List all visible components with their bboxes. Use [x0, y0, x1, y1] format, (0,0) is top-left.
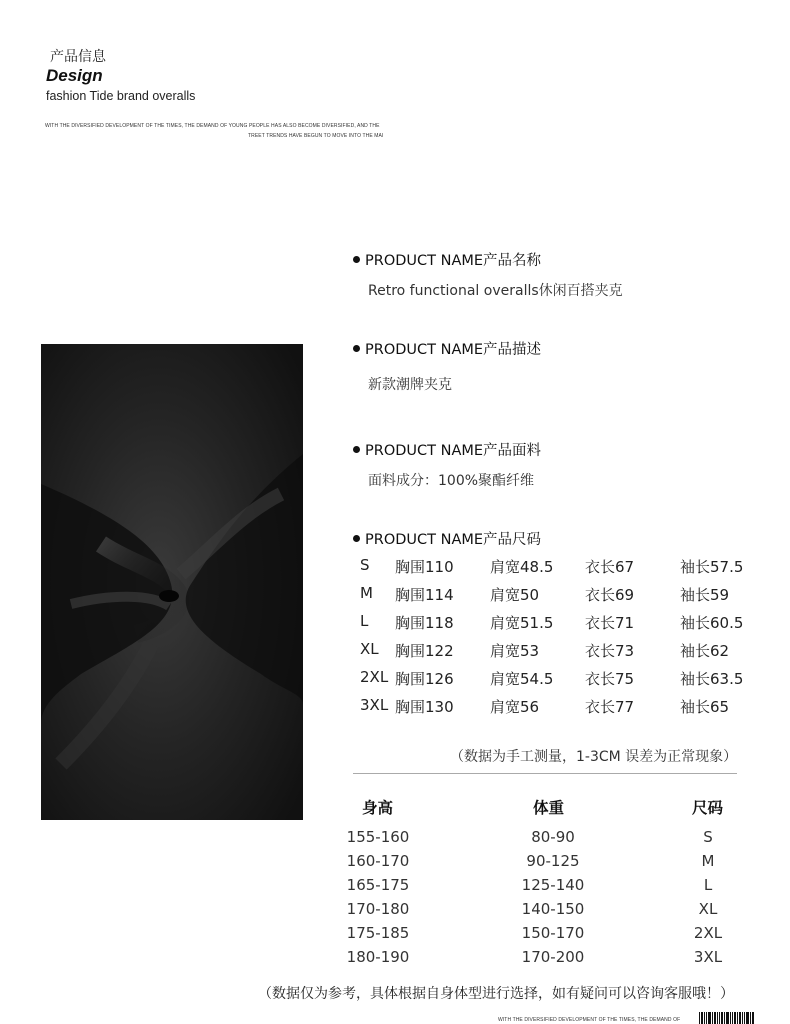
size-header: 尺码 — [692, 799, 724, 817]
shoulder-value: 肩宽56 — [490, 698, 540, 716]
section-title-fabric-text: PRODUCT NAME产品面料 — [365, 443, 542, 459]
sleeve-value: 袖长63.5 — [680, 670, 744, 688]
height-cell: 160-170 — [346, 852, 410, 870]
fabric-swatch-image — [41, 344, 303, 820]
sleeve-value: 袖长57.5 — [680, 558, 744, 576]
footer-fine-print: WITH THE DIVERSIFIED DEVELOPMENT OF THE TIMES, THE DEMAND OF — [498, 1017, 681, 1023]
size-label: S — [360, 556, 370, 574]
size-label: 3XL — [360, 696, 389, 714]
length-value: 衣长75 — [585, 670, 635, 688]
table-row — [330, 828, 760, 852]
divider — [353, 773, 737, 774]
shoulder-value: 肩宽54.5 — [490, 670, 554, 688]
shoulder-value: 肩宽51.5 — [490, 614, 554, 632]
barcode-icon — [699, 1012, 755, 1024]
length-value: 衣长69 — [585, 586, 635, 604]
section-title-description — [353, 338, 541, 359]
shoulder-value: 肩宽48.5 — [490, 558, 554, 576]
chest-value: 胸围126 — [395, 670, 454, 688]
design-heading: Design — [46, 66, 103, 85]
design-subtitle: fashion Tide brand overalls — [46, 89, 196, 103]
product-info-heading: 产品信息 — [50, 49, 106, 65]
section-title-size-text: PRODUCT NAME产品尺码 — [365, 532, 542, 548]
bullet-icon — [353, 256, 360, 263]
size-cell: XL — [698, 900, 718, 918]
section-title-fabric — [353, 439, 541, 460]
length-value: 衣长71 — [585, 614, 635, 632]
weight-cell: 140-150 — [521, 900, 585, 918]
sleeve-value: 袖长62 — [680, 642, 730, 660]
size-cell: 3XL — [693, 948, 723, 966]
height-cell: 165-175 — [346, 876, 410, 894]
table-row — [330, 876, 760, 900]
weight-cell: 170-200 — [521, 948, 585, 966]
bullet-icon — [353, 535, 360, 542]
chest-value: 胸围114 — [395, 586, 454, 604]
sleeve-value: 袖长59 — [680, 586, 730, 604]
chest-value: 胸围122 — [395, 642, 454, 660]
weight-cell: 150-170 — [521, 924, 585, 942]
bullet-icon — [353, 345, 360, 352]
product-name-value: Retro functional overalls休闲百搭夹克 — [368, 283, 623, 299]
weight-cell: 125-140 — [521, 876, 585, 894]
length-value: 衣长73 — [585, 642, 635, 660]
height-header: 身高 — [362, 799, 394, 817]
length-value: 衣长77 — [585, 698, 635, 716]
height-cell: 170-180 — [346, 900, 410, 918]
height-cell: 175-185 — [346, 924, 410, 942]
fine-print-line-1: WITH THE DIVERSIFIED DEVELOPMENT OF THE TIMES, THE DEMAND OF YOUNG PEOPLE HAS ALSO BECOME DIVERSIFIED, AND THE — [45, 123, 380, 129]
size-label: XL — [360, 640, 379, 658]
section-title-name-text: PRODUCT NAME产品名称 — [365, 253, 542, 269]
shoulder-value: 肩宽50 — [490, 586, 540, 604]
reference-table — [330, 828, 760, 972]
chest-value: 胸围110 — [395, 558, 454, 576]
size-cell: L — [703, 876, 713, 894]
length-value: 衣长67 — [585, 558, 635, 576]
table-row — [330, 900, 760, 924]
size-cell: M — [701, 852, 715, 870]
section-title-description-text: PRODUCT NAME产品描述 — [365, 342, 542, 358]
reference-note: （数据仅为参考，具体根据自身体型进行选择，如有疑问可以咨询客服哦！） — [258, 986, 734, 1002]
sleeve-value: 袖长60.5 — [680, 614, 744, 632]
chest-value: 胸围130 — [395, 698, 454, 716]
fine-print-line-2: TREET TRENDS HAVE BEGUN TO MOVE INTO THE MAI — [248, 133, 384, 139]
chest-value: 胸围118 — [395, 614, 454, 632]
product-fabric-value: 面料成分：100%聚酯纤维 — [368, 473, 535, 489]
shoulder-value: 肩宽53 — [490, 642, 540, 660]
table-row — [330, 948, 760, 972]
weight-header: 体重 — [533, 799, 565, 817]
height-cell: 155-160 — [346, 828, 410, 846]
bullet-icon — [353, 446, 360, 453]
weight-cell: 90-125 — [526, 852, 580, 870]
product-description-value: 新款潮牌夹克 — [368, 377, 452, 393]
table-row — [330, 852, 760, 876]
fabric-drape-graphic — [41, 344, 303, 820]
size-label: L — [360, 612, 369, 630]
measurement-note: （数据为手工测量，1-3CM 误差为正常现象） — [450, 749, 738, 765]
height-cell: 180-190 — [346, 948, 410, 966]
section-title-size — [353, 528, 541, 549]
size-label: 2XL — [360, 668, 389, 686]
sleeve-value: 袖长65 — [680, 698, 730, 716]
table-row — [330, 924, 760, 948]
section-title-name — [353, 249, 541, 270]
size-cell: 2XL — [693, 924, 723, 942]
size-label: M — [360, 584, 373, 602]
size-cell: S — [703, 828, 713, 846]
weight-cell: 80-90 — [531, 828, 575, 846]
